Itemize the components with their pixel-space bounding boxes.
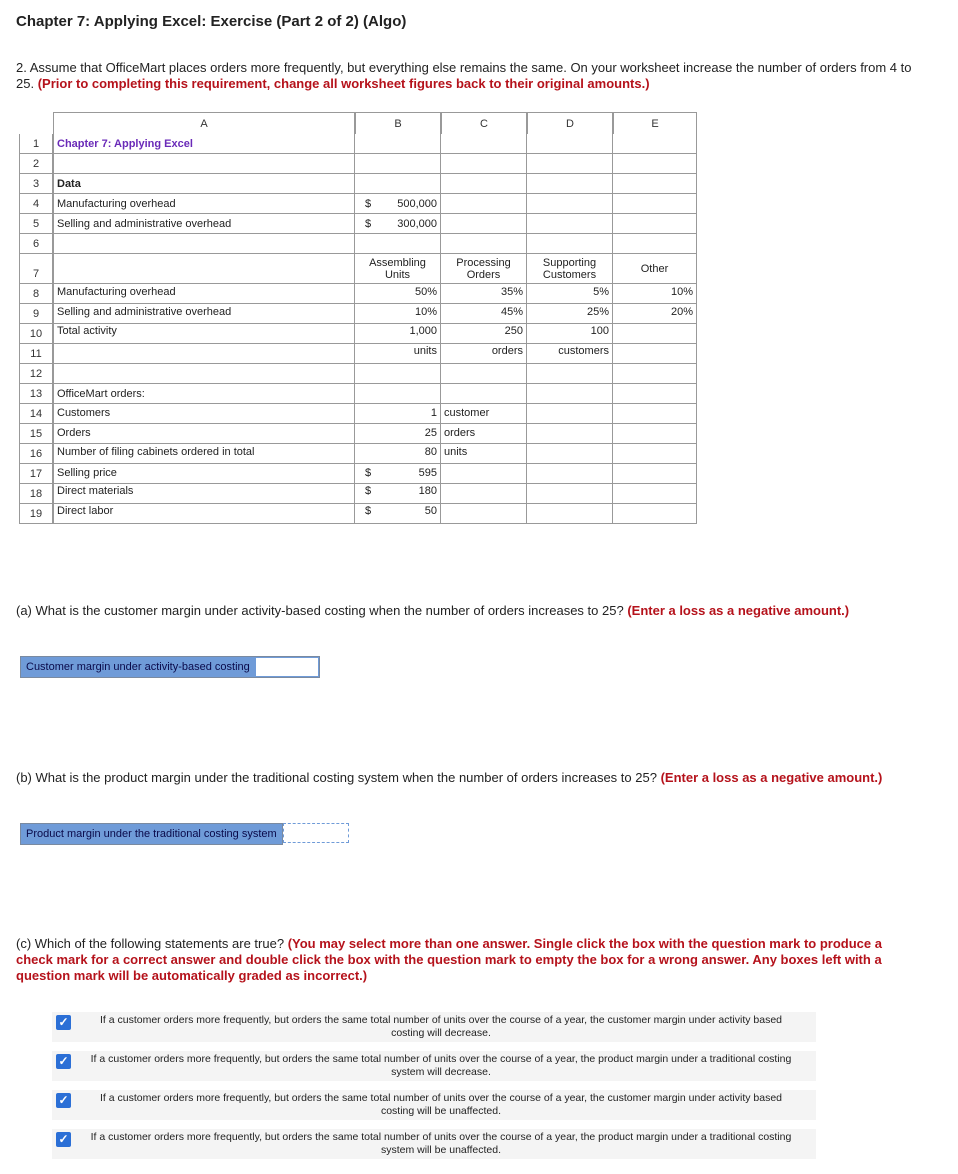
row-header: 4 bbox=[19, 194, 53, 214]
row-header: 7 bbox=[19, 254, 53, 284]
part-a-answer-row bbox=[20, 656, 320, 678]
row-header: 2 bbox=[19, 154, 53, 174]
cell-c9: 45% bbox=[441, 304, 527, 324]
part-a-note: (Enter a loss as a negative amount.) bbox=[627, 603, 850, 618]
cell bbox=[613, 344, 697, 364]
cell bbox=[355, 174, 441, 194]
cell bbox=[441, 384, 527, 404]
product-margin-input[interactable] bbox=[283, 823, 349, 843]
cell-a18: Direct materials bbox=[53, 484, 355, 504]
row-header: 1 bbox=[19, 134, 53, 154]
row-header: 9 bbox=[19, 304, 53, 324]
cell bbox=[613, 364, 697, 384]
statement-text: If a customer orders more frequently, but orders the same total number of units over the course of a year, the customer margin under activity based costing will decrease. bbox=[99, 1014, 783, 1039]
row-header: 10 bbox=[19, 324, 53, 344]
cell bbox=[527, 504, 613, 524]
cell bbox=[53, 364, 355, 384]
part-c-text: (c) Which of the following statements are true? bbox=[16, 936, 285, 951]
cell bbox=[527, 464, 613, 484]
cell bbox=[527, 214, 613, 234]
cell bbox=[355, 134, 441, 154]
checkbox-checked-icon[interactable]: ✓ bbox=[56, 1054, 71, 1069]
cell bbox=[613, 324, 697, 344]
row-header: 11 bbox=[19, 344, 53, 364]
cell bbox=[613, 154, 697, 174]
cell-a8: Manufacturing overhead bbox=[53, 284, 355, 304]
cell-a9: Selling and administrative overhead bbox=[53, 304, 355, 324]
row-header: 15 bbox=[19, 424, 53, 444]
cell-b7: Assembling Units bbox=[355, 254, 441, 284]
cell bbox=[53, 154, 355, 174]
cell bbox=[613, 194, 697, 214]
cell bbox=[613, 234, 697, 254]
row-header: 16 bbox=[19, 444, 53, 464]
cell bbox=[527, 364, 613, 384]
cell bbox=[527, 384, 613, 404]
cell-a10: Total activity bbox=[53, 324, 355, 344]
cell-a16: Number of filing cabinets ordered in total bbox=[53, 444, 355, 464]
row-header: 5 bbox=[19, 214, 53, 234]
cell-a4: Manufacturing overhead bbox=[53, 194, 355, 214]
row-header: 13 bbox=[19, 384, 53, 404]
cell-d10: 100 bbox=[527, 324, 613, 344]
cell bbox=[441, 214, 527, 234]
cell-b19: $ 50 bbox=[355, 504, 441, 524]
cell-b18: $ 180 bbox=[355, 484, 441, 504]
cell bbox=[613, 464, 697, 484]
cell bbox=[613, 484, 697, 504]
cell-e7: Other bbox=[613, 254, 697, 284]
cell bbox=[613, 504, 697, 524]
part-b-text: (b) What is the product margin under the traditional costing system when the number of orders increases to 25? bbox=[16, 770, 657, 785]
cell-b11: units bbox=[355, 344, 441, 364]
row-header: 6 bbox=[19, 234, 53, 254]
cell-c15: orders bbox=[441, 424, 527, 444]
cell-c16: units bbox=[441, 444, 527, 464]
cell bbox=[613, 134, 697, 154]
cell-c11: orders bbox=[441, 344, 527, 364]
cell-c8: 35% bbox=[441, 284, 527, 304]
row-header: 17 bbox=[19, 464, 53, 484]
cell-b10: 1,000 bbox=[355, 324, 441, 344]
cell-a14: Customers bbox=[53, 404, 355, 424]
cell bbox=[441, 194, 527, 214]
cell-e8: 10% bbox=[613, 284, 697, 304]
cell bbox=[441, 134, 527, 154]
cell bbox=[441, 234, 527, 254]
cell-d8: 5% bbox=[527, 284, 613, 304]
part-b-question bbox=[16, 770, 916, 786]
cell-e9: 20% bbox=[613, 304, 697, 324]
cell bbox=[441, 364, 527, 384]
row-header: 18 bbox=[19, 484, 53, 504]
cell-a1: Chapter 7: Applying Excel bbox=[53, 134, 355, 154]
row-header: 3 bbox=[19, 174, 53, 194]
cell bbox=[527, 484, 613, 504]
cell-c10: 250 bbox=[441, 324, 527, 344]
part-c-question bbox=[16, 936, 916, 984]
part-c-note: (You may select more than one answer. Single click the box with the question mark to produce a check mark for a correct answer and double click the box with the question mark to empty the box for a wrong answer. Any boxes left with a question mark will be automatically graded as incorrect.) bbox=[16, 936, 882, 983]
page-title: Chapter 7: Applying Excel: Exercise (Part 2 of 2) (Algo) bbox=[16, 13, 407, 30]
part-b-answer-row bbox=[20, 823, 349, 845]
statement-option bbox=[52, 1129, 816, 1159]
cell-b4: $ 500,000 bbox=[355, 194, 441, 214]
cell-a13: OfficeMart orders: bbox=[53, 384, 355, 404]
cell bbox=[613, 214, 697, 234]
cell bbox=[441, 174, 527, 194]
cell-b15: 25 bbox=[355, 424, 441, 444]
cell bbox=[527, 424, 613, 444]
statement-text: If a customer orders more frequently, but orders the same total number of units over the course of a year, the product margin under a traditional costing system will decrease. bbox=[90, 1053, 792, 1078]
cell bbox=[613, 424, 697, 444]
col-header-b: B bbox=[355, 112, 441, 134]
cell-d7: Supporting Customers bbox=[527, 254, 613, 284]
cell bbox=[441, 464, 527, 484]
part-b-note: (Enter a loss as a negative amount.) bbox=[660, 770, 883, 785]
cell-a17: Selling price bbox=[53, 464, 355, 484]
cell bbox=[613, 444, 697, 464]
row-header: 8 bbox=[19, 284, 53, 304]
cell-c7: Processing Orders bbox=[441, 254, 527, 284]
cell bbox=[53, 344, 355, 364]
cell bbox=[527, 134, 613, 154]
part-b-answer-label: Product margin under the traditional costing system bbox=[20, 823, 283, 845]
cell bbox=[355, 384, 441, 404]
cell bbox=[613, 384, 697, 404]
cell bbox=[441, 504, 527, 524]
cell-b16: 80 bbox=[355, 444, 441, 464]
cell bbox=[613, 404, 697, 424]
col-header-c: C bbox=[441, 112, 527, 134]
cell-d9: 25% bbox=[527, 304, 613, 324]
cell bbox=[53, 254, 355, 284]
question-body: 2. Assume that OfficeMart places orders more frequently, but everything else remains the same. On your worksheet increase the number of orders from 4 to 25. bbox=[16, 60, 912, 91]
statement-option bbox=[52, 1012, 816, 1042]
cell-d11: customers bbox=[527, 344, 613, 364]
cell bbox=[53, 234, 355, 254]
cell bbox=[527, 234, 613, 254]
cell-b14: 1 bbox=[355, 404, 441, 424]
cell bbox=[527, 444, 613, 464]
row-header: 14 bbox=[19, 404, 53, 424]
cell-a19: Direct labor bbox=[53, 504, 355, 524]
checkbox-checked-icon[interactable]: ✓ bbox=[56, 1132, 71, 1147]
cell-b17: $ 595 bbox=[355, 464, 441, 484]
part-a-answer-label: Customer margin under activity-based costing bbox=[21, 657, 255, 677]
customer-margin-input[interactable] bbox=[255, 657, 319, 677]
cell bbox=[527, 154, 613, 174]
checkbox-checked-icon[interactable]: ✓ bbox=[56, 1015, 71, 1030]
row-header: 12 bbox=[19, 364, 53, 384]
cell bbox=[355, 234, 441, 254]
question-text bbox=[16, 60, 916, 92]
cell bbox=[355, 364, 441, 384]
statement-option bbox=[52, 1051, 816, 1081]
cell-b5: $ 300,000 bbox=[355, 214, 441, 234]
row-header: 19 bbox=[19, 504, 53, 524]
part-a-text: (a) What is the customer margin under activity-based costing when the number of orders increases to 25? bbox=[16, 603, 624, 618]
cell-b9: 10% bbox=[355, 304, 441, 324]
cell bbox=[527, 194, 613, 214]
cell bbox=[441, 154, 527, 174]
statement-option bbox=[52, 1090, 816, 1120]
question-note: (Prior to completing this requirement, change all worksheet figures back to their original amounts.) bbox=[37, 76, 650, 91]
statement-text: If a customer orders more frequently, but orders the same total number of units over the course of a year, the product margin under a traditional costing system will be unaffected. bbox=[90, 1131, 792, 1156]
cell-a3: Data bbox=[53, 174, 355, 194]
statement-text: If a customer orders more frequently, but orders the same total number of units over the course of a year, the customer margin under activity based costing will be unaffected. bbox=[99, 1092, 783, 1117]
part-a-question bbox=[16, 603, 916, 619]
cell bbox=[613, 174, 697, 194]
cell bbox=[441, 484, 527, 504]
cell bbox=[527, 404, 613, 424]
checkbox-checked-icon[interactable]: ✓ bbox=[56, 1093, 71, 1108]
col-header-d: D bbox=[527, 112, 613, 134]
cell bbox=[527, 174, 613, 194]
col-header-e: E bbox=[613, 112, 697, 134]
cell-a15: Orders bbox=[53, 424, 355, 444]
cell-a5: Selling and administrative overhead bbox=[53, 214, 355, 234]
cell bbox=[355, 154, 441, 174]
col-header-a: A bbox=[53, 112, 355, 134]
cell-c14: customer bbox=[441, 404, 527, 424]
cell-b8: 50% bbox=[355, 284, 441, 304]
